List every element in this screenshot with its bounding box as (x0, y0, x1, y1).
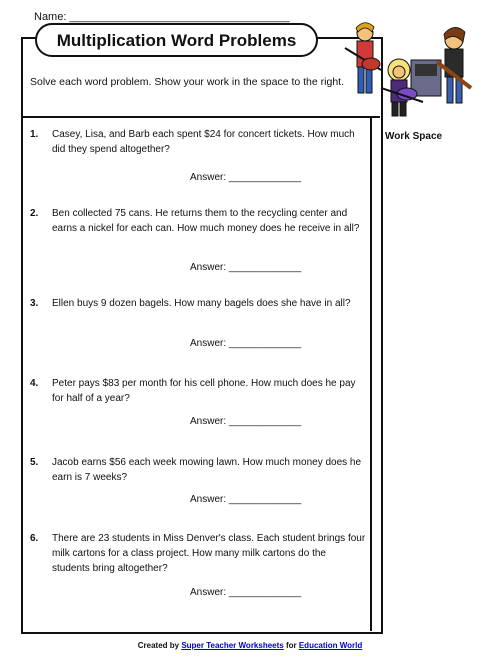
header-divider (22, 116, 380, 118)
problem-text: Ellen buys 9 dozen bagels. How many bagels does she have in all? (52, 298, 351, 309)
problem-number: 5. (30, 457, 39, 468)
answer-line: Answer: _____________ (190, 262, 302, 273)
super-teacher-worksheets-link[interactable]: Super Teacher Worksheets (181, 641, 284, 650)
answer-line: Answer: _____________ (190, 416, 302, 427)
problem-text: There are 23 students in Miss Denver's class. Each student brings four milk cartons for a class project. How many milk cartons do the students bring altogether? (52, 533, 366, 574)
problem-number: 1. (30, 129, 39, 140)
education-world-link[interactable]: Education World (298, 641, 363, 650)
problem-text: Peter pays $83 per month for his cell phone. How much does he pay for half of a year? (52, 378, 356, 404)
footer-middle: for (283, 641, 299, 650)
work-space-label: Work Space (385, 131, 443, 142)
problem-number: 2. (30, 208, 39, 219)
band-musicians-illustration (341, 18, 476, 118)
answer-line: Answer: _____________ (190, 172, 302, 183)
problem-number: 6. (30, 533, 39, 544)
work-space-divider (370, 118, 372, 631)
name-field (34, 11, 290, 23)
footer-prefix: Created by (137, 641, 182, 650)
problem-text: Casey, Lisa, and Barb each spent $24 for concert tickets. How much did they spend altogether? (52, 129, 355, 155)
name-label: Name: (34, 11, 67, 23)
answer-line: Answer: _____________ (190, 338, 302, 349)
page-title: Multiplication Word Problems (56, 31, 297, 50)
name-blank: ____________________________________ (69, 11, 290, 23)
problem-text: Ben collected 75 cans. He returns them to the recycling center and earns a nickel for each can. How much money does he receive in all? (52, 208, 360, 234)
problem-number: 3. (30, 298, 39, 309)
instructions: Solve each word problem. Show your work in the space to the right. (30, 76, 344, 88)
title-banner (35, 23, 318, 57)
problem-text: Jacob earns $56 each week mowing lawn. How much money does he earn is 7 weeks? (52, 457, 362, 483)
answer-line: Answer: _____________ (190, 587, 302, 598)
footer-credit (0, 641, 500, 650)
answer-line: Answer: _____________ (190, 494, 302, 505)
problem-number: 4. (30, 378, 39, 389)
